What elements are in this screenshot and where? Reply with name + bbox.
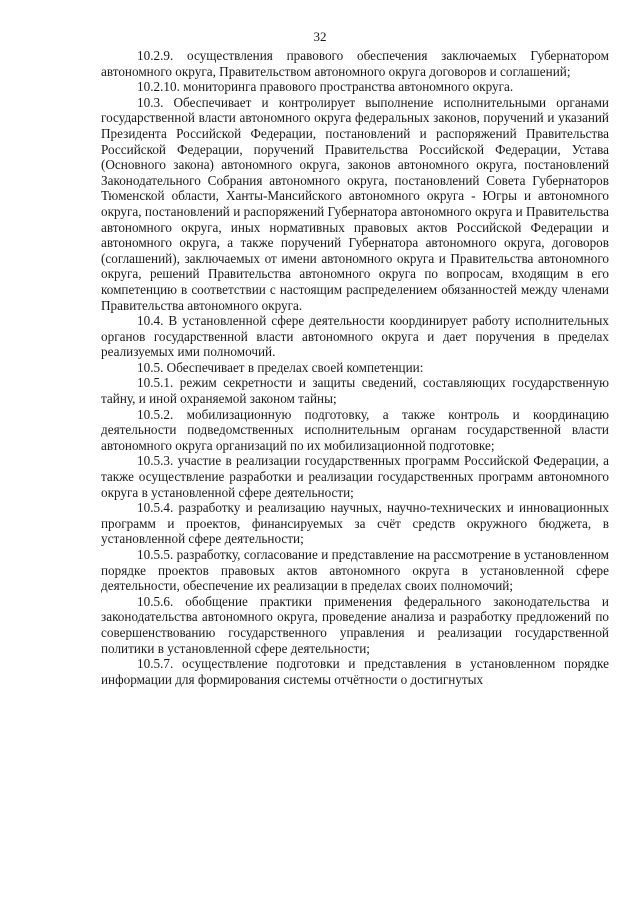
paragraph-10-5-1: 10.5.1. режим секретности и защиты сведений, составляющих государственную тайну, и иной охраняемой законом тайны;	[101, 375, 609, 407]
paragraph-10-5-3: 10.5.3. участие в реализации государственных программ Российской Федерации, а также осуществление разработки и реализации государственных программ автономного округа в установленной сфере деятельности;	[101, 453, 609, 500]
paragraph-10-5-4: 10.5.4. разработку и реализацию научных, научно-технических и инновационных программ и проектов, финансируемых за счёт средств окружного бюджета, в установленной сфере деятельности;	[101, 500, 609, 547]
paragraph-10-4: 10.4. В установленной сфере деятельности координирует работу исполнительных органов государственной власти автономного округа и дает поручения в пределах реализуемых ими полномочий.	[101, 313, 609, 360]
paragraph-10-3: 10.3. Обеспечивает и контролирует выполнение исполнительными органами государственной власти автономного округа федеральных законов, поручений и указаний Президента Российской Федерации, постановлений и распоряжений Правительства Российской Федерации, поручений Правительства Российской Федерации, Устава (Основного закона) автономного округа, законов автономного округа, постановлений Законодательного Собрания автономного округа, постановлений Совета Губернаторов Тюменской области, Ханты-Мансийского автономного округа - Югры и автономного округа, постановлений и распоряжений Губернатора автономного округа и Правительства автономного округа, иных нормативных правовых актов Российской Федерации и автономного округа, а также поручений Губернатора автономного округа, договоров (соглашений), заключаемых от имени автономного округа и Правительства автономного округа, решений Правительства автономного округа по вопросам, входящим в его компетенцию в соответствии с настоящим распределением обязанностей между членами Правительства автономного округа.	[101, 94, 609, 313]
paragraph-10-5-5: 10.5.5. разработку, согласование и представление на рассмотрение в установленном порядке проектов правовых актов автономного округа в установленной сфере деятельности, обеспечение их реализации в пределах своих полномочий;	[101, 547, 609, 594]
document-body	[101, 48, 609, 687]
paragraph-10-5-2: 10.5.2. мобилизационную подготовку, а также контроль и координацию деятельности подведомственных исполнительным органам государственной власти автономного округа организаций по их мобилизационной подготовке;	[101, 406, 609, 453]
paragraph-10-5-7: 10.5.7. осуществление подготовки и представления в установленном порядке информации для формирования системы отчётности о достигнутых	[101, 656, 609, 687]
paragraph-10-2-9: 10.2.9. осуществления правового обеспечения заключаемых Губернатором автономного округа, Правительством автономного округа договоров и соглашений;	[101, 48, 609, 79]
paragraph-10-5-6: 10.5.6. обобщение практики применения федерального законодательства и законодательства автономного округа, проведение анализа и разработку предложений по совершенствованию государственного управления и реализации государственной политики в установленной сфере деятельности;	[101, 593, 609, 656]
paragraph-10-5: 10.5. Обеспечивает в пределах своей компетенции:	[137, 359, 424, 375]
page-number: 32	[313, 29, 327, 44]
paragraph-10-2-10: 10.2.10. мониторинга правового пространства автономного округа.	[137, 79, 514, 95]
